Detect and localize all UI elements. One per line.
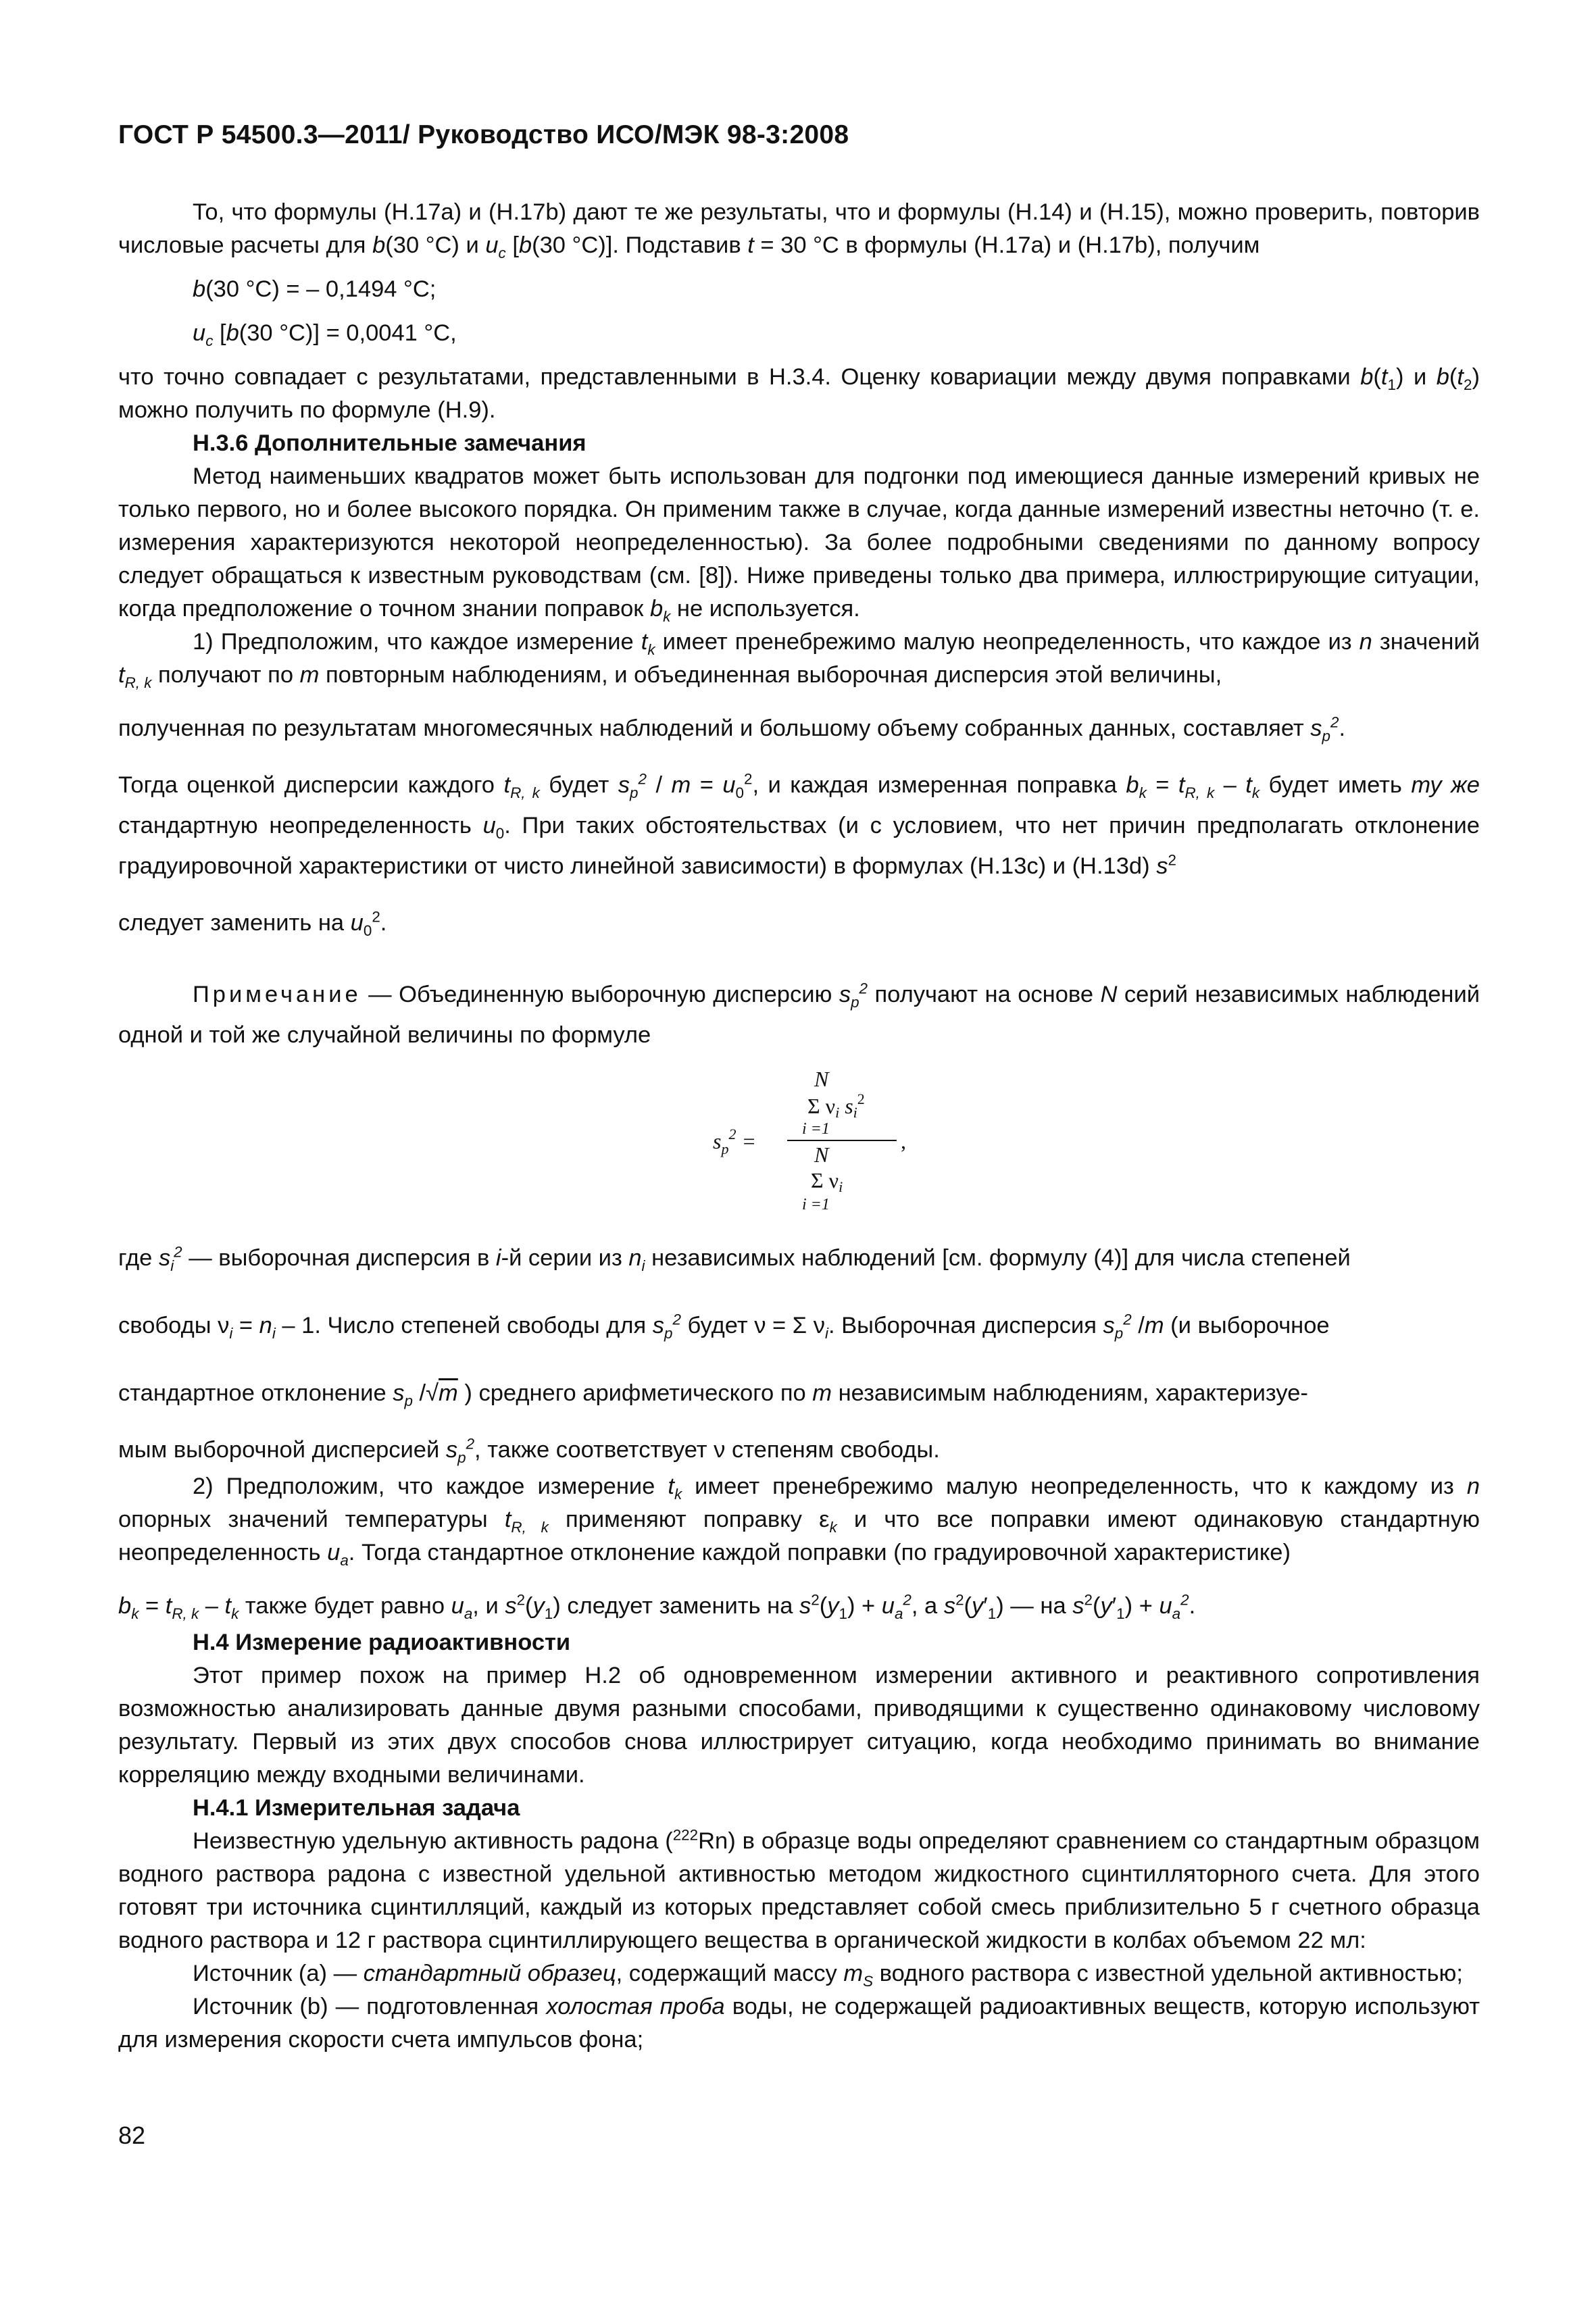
section-heading: Н.4 Измерение радиоактивности (193, 1630, 571, 1655)
page-number: 82 (118, 2121, 146, 2149)
paragraph: полученная по результатам многомесячных наблюдений и большому объему собранных данных, составляет $s_p^2$. (118, 713, 1346, 745)
note-label: Примечание (193, 982, 361, 1007)
formula-graphic (713, 1066, 1051, 1222)
paragraph: Источник (b) — подготовленная холостая проба воды, не содержащей радиоактивных веществ, которую используют для измерения скорости счета импульсов фона; (118, 1994, 1480, 2053)
lower-limit-denominator: i =1 (802, 1196, 830, 1213)
paragraph: Неизвестную удельную активность радона ($^{222}$Rn) в образце воды определяют сравнением со стандартным образцом водного раствора радона с известной удельной активностью методом жидкостного сцинтилляторного счета. Для этого готовят три источника сцинтилляций, каждый из которых представляет собой смесь приблизительно 5 г счетного образца водного раствора и 12 г раствора сцинтиллирующего вещества в органической жидкости в колбах объемом 22 мл: (118, 1826, 1480, 1953)
equation-line: b(30 °C) = – 0,1494 °C; (193, 276, 437, 302)
paragraph: То, что формулы (Н.17а) и (Н.17b) дают те же результаты, что и формулы (Н.14) и (Н.15), можно проверить, повторив числовые расчеты для b(30 °C) и $u_c$ [b(30 °C)]. Подставив t = 30 °C в формулы (Н.17а) и (Н.17b), получим (118, 199, 1480, 261)
pooled-variance-formula (118, 1066, 1480, 1222)
equation-line: $u_c$ [b(30 °C)] = 0,0041 °C, (193, 320, 457, 349)
paragraph: следует заменить на $u_0^2$. (118, 908, 387, 939)
section-heading: Н.4.1 Измерительная задача (193, 1795, 520, 1821)
body-text (118, 196, 1480, 2057)
paragraph: мым выборочной дисперсией $s_p^2$, также соответствует ν степеням свободы. (118, 1435, 940, 1466)
document-header: ГОСТ Р 54500.3—2011/ Руководство ИСО/МЭК 98-3:2008 (118, 120, 849, 149)
upper-limit: N (814, 1067, 829, 1091)
paragraph: 2) Предположим, что каждое измерение $t_k$ имеет пренебрежимо малую неопределенность, что к каждому из n опорных значений температуры $t_{R, k}$ применяют поправку $\varepsilon_k$ и что все поправки имеют одинаковую стандартную неопределенность $u_a$. Тогда стандартное отклонение каждой поправки (по градуировочной характеристике) (118, 1474, 1480, 1569)
note: Примечание — Объединенную выборочную дисперсию $s_p^2$ получают на основе N серий независимых наблюдений одной и той же случайной величины по формуле (118, 980, 1480, 1048)
lhs: $s_p^2$ = (713, 1126, 757, 1157)
paragraph: Метод наименьших квадратов может быть использован для подгонки под имеющиеся данные измерений кривых не только первого, но и более высокого порядка. Он применим также в случае, когда данные измерений известны неточно (т. е. измерения характеризуются некоторой неопределенностью). За более подробными сведениями по данному вопросу следует обращаться к известным руководствам (см. [8]). Ниже приведены только два примера, иллюстрирующие ситуации, когда предположение о точном знании поправок $b_k$ не используется. (118, 463, 1480, 625)
section-heading: Н.3.6 Дополнительные замечания (193, 430, 587, 456)
lower-limit: i =1 (802, 1120, 830, 1138)
paragraph: $b_k = t_{R, k} - t_k$ также будет равно $u_a$, и $s^2(y_1)$ следует заменить на $s^2(y_1) + u_a^2$, а $s^2(y'_1)$ — на $s^2(y'_1) + u_a^2$. (118, 1591, 1196, 1622)
paragraph: стандартное отклонение $s_p$ /√m ) среднего арифметического по m независимым наблюдениям, характеризуе- (118, 1380, 1308, 1409)
paragraph: Тогда оценкой дисперсии каждого $t_{R, k}$ будет $s_p^2 / m = u_0^2$, и каждая измеренная поправка $b_k = t_{R, k} - t_k$ будет иметь ту же стандартную неопределенность $u_0$. При таких обстоятельствах (и с условием, что нет причин предполагать отклонение градуировочной характеристики от чисто линейной зависимости) в формулах (Н.13с) и (Н.13d) $s^2$ (118, 770, 1480, 879)
paragraph: 1) Предположим, что каждое измерение $t_k$ имеет пренебрежимо малую неопределенность, что каждое из n значений $t_{R, k}$ получают по m повторным наблюдениям, и объединенная выборочная дисперсия этой величины, (118, 629, 1480, 691)
paragraph: Этот пример похож на пример Н.2 об одновременном измерении активного и реактивного сопротивления возможностью анализировать данные двумя разными способами, приводящими к существенно одинаковому числовому результату. Первый из этих двух способов снова иллюстрирует ситуацию, когда необходимо принимать во внимание корреляцию между входными величинами. (118, 1663, 1480, 1788)
denominator: Σ νi (811, 1168, 843, 1195)
paragraph: свободы $\nu_i = n_i - 1$. Число степеней свободы для $s_p^2$ будет ν = Σ $\nu_i$. Выборочная дисперсия $s_p^2$ /m (и выборочное (118, 1311, 1330, 1342)
paragraph: где $s_i^2$ — выборочная дисперсия в i-й серии из $n_i$ независимых наблюдений [см. формулу (4)] для числа степеней (118, 1243, 1351, 1274)
trailing-comma: , (901, 1129, 906, 1153)
paragraph: Источник (а) — стандартный образец, содержащий массу $m_S$ водного раствора с известной удельной активностью; (193, 1961, 1463, 1990)
numerator: Σ νi $si^2$ (807, 1090, 865, 1121)
paragraph: что точно совпадает с результатами, представленными в Н.3.4. Оценку ковариации между двумя поправками $b(t_1)$ и $b(t_2)$ можно получить по формуле (Н.9). (118, 364, 1480, 423)
upper-limit-denominator: N (814, 1142, 829, 1167)
